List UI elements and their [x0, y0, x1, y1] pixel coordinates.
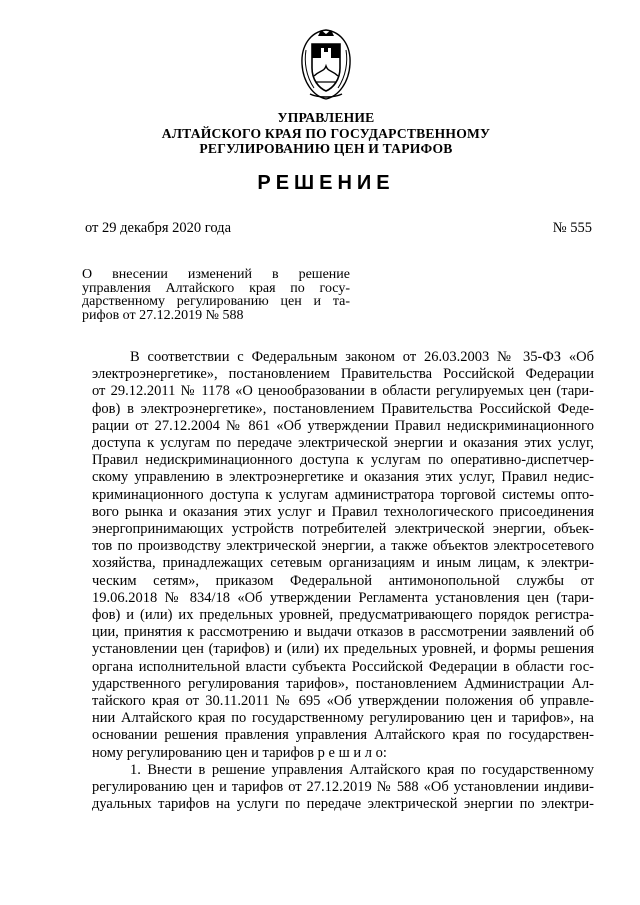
body-line: регулированию цен и тарифов от 27.12.2019 № 588 «Об установлении индиви-: [92, 779, 594, 796]
coat-of-arms-emblem-icon: [296, 26, 356, 102]
body-line: ции, принятия к рассмотрению и выдачи отказов в рассмотрении заявлений об: [92, 624, 594, 641]
document-number: № 555: [552, 220, 592, 236]
body-line: фов) и (или) их предельных уровней, предусматривающего порядок регистра-: [92, 607, 594, 624]
body-line: вого рынка и оказания этих услуг и Правил технологического присоединения: [92, 503, 594, 520]
body-line: хозяйства, принадлежащих сетевым организациям и иным лицам, к электри-: [92, 555, 594, 572]
body-line: 19.06.2018 № 834/18 «Об утверждении Регламента установления цен (тари-: [92, 589, 594, 606]
subject-line: управления Алтайского края по госу-: [82, 280, 350, 296]
body-line: энергопринимающих устройств потребителей электрической энергии, объек-: [92, 521, 594, 538]
authority-line: УПРАВЛЕНИЕ: [277, 110, 375, 125]
document-type-title: РЕШЕНИЕ: [257, 172, 395, 194]
subject-line: О внесении изменений в решение: [82, 267, 350, 282]
body-line: криминационного доступа к услугам администратора торговой системы опто-: [92, 486, 594, 503]
body-line: установлении цен (тарифов) и (или) их предельных уровней, и формы решения: [92, 641, 594, 658]
body-line: В соответствии с Федеральным законом от 26.03.2003 № 35-ФЗ «Об: [130, 349, 594, 365]
body-line: органа исполнительной власти субъекта Российской Федерации в области гос-: [92, 658, 594, 675]
body-line: электроэнергетике», постановлением Правительства Российской Федерации: [92, 366, 594, 383]
document-date: от 29 декабря 2020 года: [85, 220, 231, 236]
body-line: 1. Внести в решение управления Алтайского края по государственному: [130, 761, 594, 778]
authority-line: АЛТАЙСКОГО КРАЯ ПО ГОСУДАРСТВЕННОМУ: [161, 125, 491, 141]
subject-line: рифов от 27.12.2019 № 588: [82, 307, 244, 323]
body-line: ному регулированию цен и тарифов р е ш и л о:: [92, 744, 387, 761]
body-line: ударственного регулирования тарифов», постановлением Администрации Ал-: [92, 675, 594, 692]
body-line: дуальных тарифов на услуги по передаче электрической энергии по электри-: [92, 796, 594, 813]
body-line: ческим сетям», приказом Федеральной антимонопольной службы от: [92, 572, 594, 589]
body-line: скому управлению в электроэнергетике и оказания этих услуг, Правил недис-: [92, 469, 594, 486]
body-line: основании решения правления управления Алтайского края по государствен-: [92, 727, 594, 744]
body-line: фов) в электроэнергетике», постановлением Правительства Российской Феде-: [92, 400, 594, 417]
issuing-authority-heading: [100, 110, 552, 157]
body-line: тайского края от 30.11.2011 № 695 «Об утверждении положения об управле-: [92, 693, 594, 710]
body-line: нии Алтайского края по государственному регулированию цен и тарифов», на: [92, 710, 594, 727]
body-line: рации от 27.12.2004 № 861 «Об утверждении Правил недискриминационного: [92, 417, 594, 434]
document-body: [92, 349, 594, 813]
body-line: от 29.12.2011 № 1178 «О ценообразовании в области регулируемых цен (тари-: [92, 383, 594, 400]
subject-line: дарственному регулированию цен и та-: [82, 294, 350, 309]
document-subject: [82, 268, 350, 322]
authority-line: РЕГУЛИРОВАНИЮ ЦЕН И ТАРИФОВ: [199, 141, 453, 156]
body-line: доступа к услугам по передаче электрической энергии и оказания этих услуг,: [92, 435, 594, 452]
body-line: тов по производству электрической энергии, а также объектов электросетевого: [92, 538, 594, 555]
body-line: Правил недискриминационного доступа к услугам по оперативно-диспетчер-: [92, 452, 594, 469]
